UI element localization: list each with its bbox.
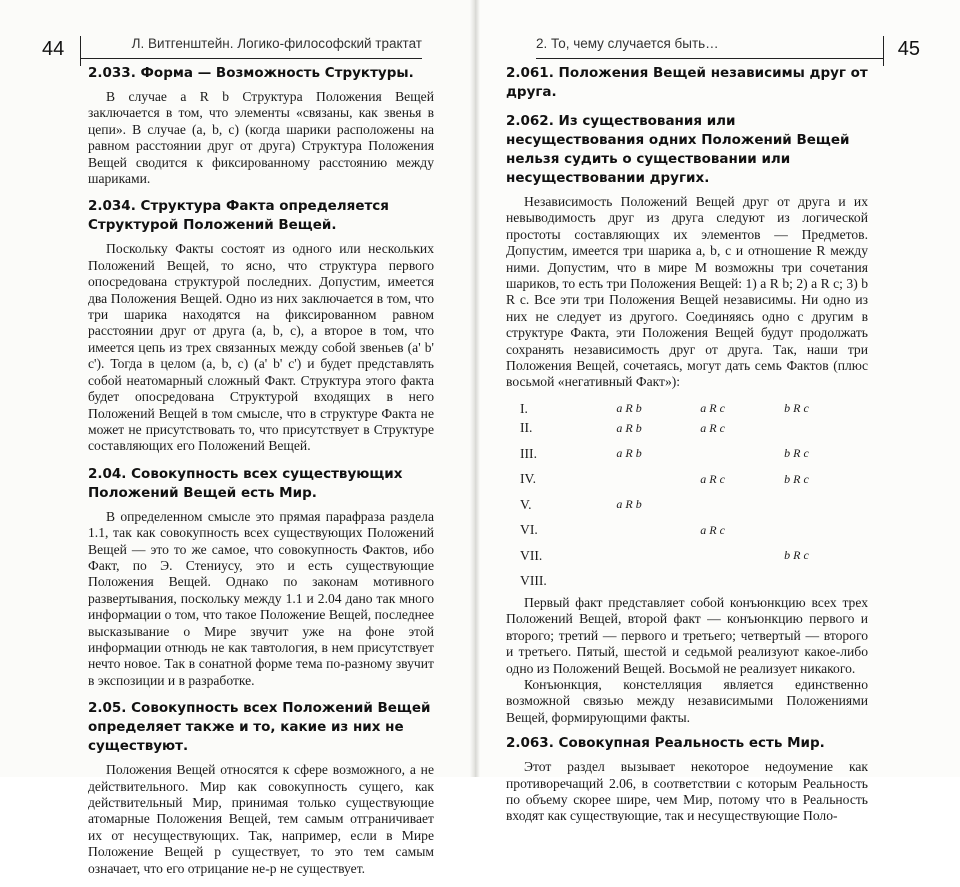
right-page — [480, 0, 960, 824]
table-row — [520, 438, 868, 464]
fact-cell: a R c — [700, 420, 725, 435]
fact-cell — [616, 463, 700, 489]
fact-cell — [616, 565, 700, 591]
right-running-head — [530, 30, 924, 64]
fact-cell: a R b — [616, 497, 642, 512]
section-heading: 2.063. Совокупная Реальность есть Мир. — [506, 735, 825, 752]
fact-cell: b R c — [784, 471, 809, 486]
fact-cell: a R b — [616, 420, 642, 435]
fact-cell — [700, 540, 784, 566]
section-2-033 — [88, 64, 434, 187]
section-2-05 — [88, 699, 434, 877]
section-2-063 — [506, 734, 868, 825]
fact-cell — [784, 565, 868, 591]
fact-cell: b R c — [784, 401, 809, 416]
left-running-head — [28, 30, 432, 64]
section-2-04 — [88, 465, 434, 689]
fact-number: VI. — [520, 522, 538, 538]
fact-number: VIII. — [520, 573, 547, 589]
section-heading: 2.033. Форма — Возможность Структуры. — [88, 65, 414, 81]
section-paragraph: Поскольку Факты состоят из одного или нескольких Положений Вещей, то ясно, что структура первого опосредована структурой последних. Допустим, имеется два Положения Вещей. Одно из них заключается в том, что три шарика находятся на фиксированном равном расстоянии друг от друга (a, b, c), а второе в том, что имеется цепь из трех связанных между собой звеньев (a' b' c'). Тогда в целом (a, b, c) (a' b' c') и будет представлять собой неатомарный сложный Факт. Структура этого факта будет опосредована Структурой входящих в него Положений Вещей в том смысле, что в структуре Факта не может не присутствовать то, что присутствует в Структуре составляющих его Положений Вещей. — [88, 241, 434, 454]
running-head-title: 2. То, чему случается быть… — [536, 36, 719, 51]
fact-number: II. — [520, 420, 533, 436]
table-row — [520, 514, 868, 540]
section-heading: 2.05. Совокупность всех Положений Вещей определяет также и то, какие из них не существуют. — [88, 700, 431, 755]
table-row — [520, 540, 868, 566]
section-heading: 2.034. Структура Факта определяется Структурой Положений Вещей. — [88, 198, 389, 234]
fact-cell — [700, 438, 784, 464]
fact-cell — [784, 418, 868, 438]
running-head-title: Л. Витгенштейн. Логико-философский трактат — [131, 36, 422, 51]
fact-cell: b R c — [784, 446, 809, 461]
header-rule-horizontal — [536, 58, 884, 59]
header-rule-horizontal — [80, 58, 422, 59]
fact-number: V. — [520, 496, 532, 512]
section-2-062 — [506, 112, 868, 391]
section-2-061 — [506, 64, 868, 102]
section-paragraph: Положения Вещей относятся к сфере возможного, а не действительного. Мир как совокупность сущего, как действительный Мир, принимая только существующие атомарные Положения Вещей, тем самым отграничивает их от несуществующих. Так, например, если в Мире Положение Вещей p существует, то это тем самым означает, что его отрицание не-p не существует. — [88, 762, 434, 876]
book-gutter — [470, 0, 480, 777]
table-row — [520, 399, 868, 419]
page-number: 44 — [42, 38, 65, 60]
right-page-content — [506, 64, 868, 835]
fact-cell — [700, 565, 784, 591]
fact-cell: a R b — [616, 401, 642, 416]
header-rule-vertical — [883, 36, 884, 66]
fact-cell: a R c — [700, 471, 725, 486]
header-rule-vertical — [80, 36, 81, 66]
section-paragraph: В случае a R b Структура Положения Вещей заключается в том, что элементы «связаны, как звенья в цепи». В случае (a, b, c) (когда шарики расположены на равном расстоянии друг от друга) Структура Положения Вещей сводится к фиксированному расстоянию между шариками. — [88, 89, 434, 187]
page-number: 45 — [897, 38, 920, 60]
table-row — [520, 463, 868, 489]
section-paragraph: Первый факт представляет собой конъюнкцию всех трех Положений Вещей, второй факт — конъюнкцию первого и второго; третий — первого и третьего; четвертый — второго и третьего. Пятый, шестой и седьмой реализуют какое-либо одно из Положений Вещей. Восьмой не реализует никакого. — [506, 594, 868, 676]
section-paragraph: Независимость Положений Вещей друг от друга и их невыводимость друг из друга следуют из логической простоты составляющих их элементов — Предметов. Допустим, имеется три шарика a, b, c и отношение R между ними. Допустим, что в мире M возможны три сочетания шариков, то есть три Положения Вещей: 1) a R b; 2) a R c; 3) b R c. Все эти три Положения Вещей независимы. Ни одно из них не следует из другого. Соединяясь одно с другим в структуре Факта, эти Положения Вещей будут продолжать сохранять независимость друг от друга. Так, наши три Положения Вещей, сочетаясь, могут дать семь Фактов (плюс восьмой «негативный Факт»): — [506, 194, 868, 390]
fact-cell: a R b — [616, 446, 642, 461]
fact-cell — [700, 489, 784, 515]
left-page — [0, 0, 470, 876]
fact-number: III. — [520, 445, 537, 461]
table-row — [520, 418, 868, 438]
section-paragraph: Конъюнкция, констелляция является единственно возможной связью между независимыми Положениями Вещей, формирующими факты. — [506, 676, 868, 725]
left-page-content — [88, 64, 434, 887]
facts-table — [520, 399, 868, 591]
fact-cell — [616, 514, 700, 540]
table-row — [520, 565, 868, 591]
fact-number: VII. — [520, 547, 543, 563]
fact-cell: b R c — [784, 548, 809, 563]
section-heading: 2.061. Положения Вещей независимы друг от друга. — [506, 65, 868, 100]
fact-number: IV. — [520, 471, 536, 487]
after-table-text — [506, 595, 868, 726]
table-row — [520, 489, 868, 515]
fact-cell: a R c — [700, 401, 725, 416]
fact-number: I. — [520, 400, 528, 416]
section-paragraph: Этот раздел вызывает некоторое недоумение как противоречащий 2.06, в соответствии с которым Реальность по объему скорее шире, чем Мир, потому что в Реальность входят как существующие, так и несуществующие Поло- — [506, 759, 868, 824]
fact-cell — [616, 540, 700, 566]
fact-cell — [784, 514, 868, 540]
section-heading: 2.04. Совокупность всех существующих Положений Вещей есть Мир. — [88, 465, 403, 501]
fact-cell — [784, 489, 868, 515]
section-heading: 2.062. Из существования или несуществования одних Положений Вещей нельзя судить о существовании или несуществовании других. — [506, 113, 850, 186]
fact-cell: a R c — [700, 522, 725, 537]
section-2-034 — [88, 197, 434, 454]
section-paragraph: В определенном смысле это прямая парафраза раздела 1.1, так как совокупность всех существующих Положений Вещей — это то же самое, что совокупность Фактов, ибо Факт, по Э. Стениусу, это и есть существующие Положения Вещей. Однако по законам мотивного развертывания, поскольку между 1.1 и 2.04 дано так много информации о том, что такое Положение Вещей, последнее высказывание о Мире звучит уже на фоне этой информации отнюдь не как тавтология, в нем присутствует нечто новое. Так в сонатной форме тема по-разному звучит в экспозиции и в разработке. — [88, 508, 434, 688]
